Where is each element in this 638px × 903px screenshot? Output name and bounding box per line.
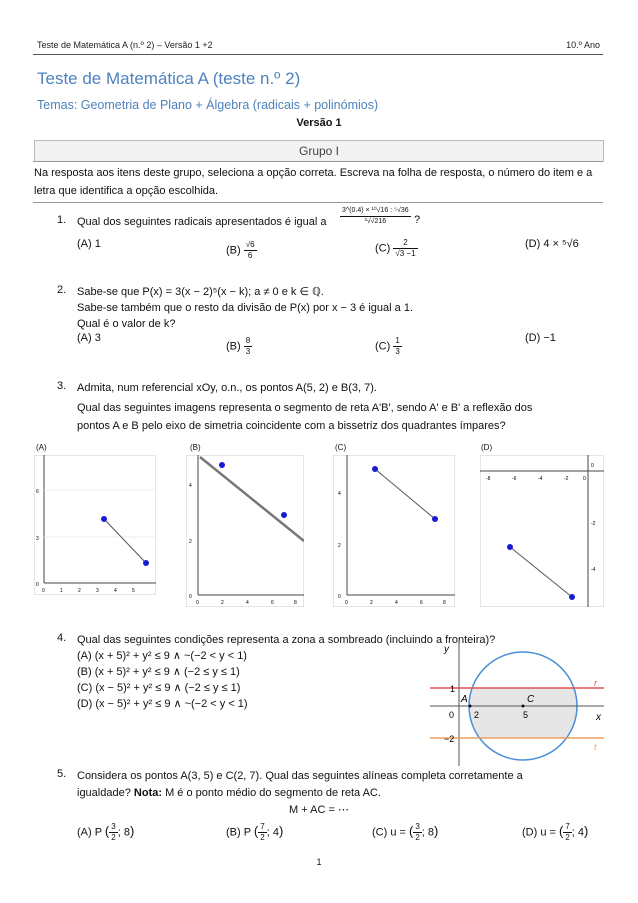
q1-qmark: ? bbox=[414, 214, 421, 226]
q1-option-b-den: 6 bbox=[247, 251, 253, 260]
graph-d-ytick: 0 bbox=[591, 463, 594, 469]
graph-a-xtick: 2 bbox=[78, 588, 81, 594]
q5-option-a-pre: (A) P bbox=[77, 826, 102, 839]
graph-c-point-2 bbox=[432, 516, 438, 522]
graph-b-ytick: 0 bbox=[189, 594, 192, 600]
q5-line2-pre: igualdade? bbox=[77, 787, 131, 799]
instructions: Na resposta aos itens deste grupo, seleciona a opção correta. Escreva na folha de resposta, o número do item e a letra que identifica a opção escolhida. bbox=[34, 167, 593, 197]
q4-label-zero: 0 bbox=[449, 710, 455, 720]
q5-option-d-pre: (D) u = bbox=[522, 826, 556, 839]
graph-c-xtick: 0 bbox=[345, 600, 348, 606]
q4-label-r: r bbox=[594, 678, 597, 688]
q3-graph-d bbox=[480, 455, 604, 607]
graph-b-ytick: 4 bbox=[189, 483, 192, 489]
group-rule bbox=[33, 161, 603, 162]
q5-line2 bbox=[77, 785, 381, 801]
header-left: Teste de Matemática A (n.º 2) – Versão 1 +2 bbox=[37, 40, 213, 50]
q1-text: Qual dos seguintes radicais apresentados é igual a bbox=[77, 216, 327, 228]
header-rule bbox=[33, 54, 603, 55]
q5-equation: M + AC = ⋯ bbox=[289, 804, 349, 816]
graph-d-xtick: -2 bbox=[564, 476, 569, 482]
q3-fig-label-a: (A) bbox=[36, 443, 47, 452]
q1-expression bbox=[340, 206, 411, 227]
version-label: Versão 1 bbox=[296, 117, 342, 129]
graph-d-xtick: -6 bbox=[512, 476, 517, 482]
q1-option-c[interactable] bbox=[375, 238, 418, 259]
q2-number: 2. bbox=[57, 284, 67, 296]
q5-option-c[interactable]: (C) u = ( $\frac{3}{2}$ ; 8) bbox=[372, 822, 439, 842]
q2-option-b-num: 8 bbox=[245, 336, 251, 345]
q4-text: Qual das seguintes condições representa a zona a sombreado (incluindo a fronteira)? bbox=[77, 634, 496, 646]
q5-option-d-den: 2 bbox=[565, 833, 570, 842]
q5-line2-post: M é o ponto médio do segmento de reta AC. bbox=[165, 787, 381, 799]
graph-c-point-1 bbox=[372, 466, 378, 472]
q3-fig-label-d: (D) bbox=[481, 443, 493, 452]
q4-number: 4. bbox=[57, 632, 67, 644]
q2-option-c-den: 3 bbox=[395, 347, 400, 356]
q5-option-b-num: 7 bbox=[260, 822, 265, 831]
q4-point-c bbox=[522, 705, 525, 708]
graph-a-xtick: 5 bbox=[132, 588, 135, 594]
q3-line3: pontos A e B pelo eixo de simetria coincidente com a bissetriz dos quadrantes ímpares? bbox=[77, 420, 506, 432]
graph-d-xtick: 0 bbox=[583, 476, 586, 482]
graph-d-ytick: -4 bbox=[591, 567, 596, 573]
q1-number: 1. bbox=[57, 214, 67, 226]
q5-option-d-post: ; 4 bbox=[571, 826, 585, 839]
q4-label-x: x bbox=[596, 712, 601, 723]
q2-line3: Qual é o valor de k? bbox=[77, 318, 176, 330]
q2-option-c-num: 1 bbox=[395, 336, 400, 345]
graph-a-ytick: 6 bbox=[36, 489, 39, 495]
q1-option-b-num: √6 bbox=[245, 240, 255, 249]
q2-option-c[interactable] bbox=[375, 336, 402, 357]
graph-a-point-2 bbox=[143, 560, 149, 566]
q2-line1: Sabe-se que P(x) = 3(x − 2)⁵(x − k); a ≠ 0 e k ∈ ℚ. bbox=[77, 286, 324, 298]
q3-fig-label-c: (C) bbox=[335, 443, 347, 452]
q5-option-c-num: 3 bbox=[415, 822, 420, 831]
graph-c-xtick: 6 bbox=[420, 600, 423, 606]
q2-option-b[interactable] bbox=[226, 336, 252, 357]
q2-option-c-label: (C) bbox=[375, 340, 391, 353]
q3-graph-a bbox=[34, 455, 156, 595]
graph-c-ytick: 4 bbox=[338, 491, 341, 497]
q4-point-a bbox=[469, 705, 472, 708]
q5-note-label: Nota: bbox=[133, 787, 163, 799]
graph-d-ytick: -2 bbox=[591, 521, 596, 527]
graph-c-ytick: 0 bbox=[338, 594, 341, 600]
q1-option-c-den: √3 −1 bbox=[395, 249, 416, 258]
q5-option-d[interactable]: (D) u = ( $\frac{7}{2}$ ; 4) bbox=[522, 822, 589, 842]
graph-c-xtick: 4 bbox=[395, 600, 398, 606]
graph-a-ytick: 3 bbox=[36, 536, 39, 542]
q1-option-b-label: (B) bbox=[226, 244, 241, 257]
q5-line1: Considera os pontos A(3, 5) e C(2, 7). Qual das seguintes alíneas completa corretamente a bbox=[77, 770, 523, 782]
q2-option-b-label: (B) bbox=[226, 340, 241, 353]
q4-option-b[interactable]: (B) (x + 5)² + y² ≤ 9 ∧ (−2 ≤ y ≤ 1) bbox=[77, 666, 240, 678]
q4-label-two: 2 bbox=[474, 710, 480, 720]
graph-a-xtick: 4 bbox=[114, 588, 117, 594]
graph-b-xtick: 6 bbox=[271, 600, 274, 606]
q5-option-c-den: 2 bbox=[415, 833, 420, 842]
graph-b-point-1 bbox=[219, 462, 225, 468]
q5-number: 5. bbox=[57, 768, 67, 780]
page-subtitle: Temas: Geometria de Plano + Álgebra (radicais + polinómios) bbox=[37, 98, 379, 112]
graph-c-ytick: 2 bbox=[338, 543, 341, 549]
graph-a-ytick: 0 bbox=[36, 582, 39, 588]
q1-option-d[interactable]: (D) 4 × ⁵√6 bbox=[525, 238, 579, 250]
q4-label-y: y bbox=[444, 644, 449, 655]
q2-option-a[interactable]: (A) 3 bbox=[77, 332, 101, 344]
q1-expr-num: 3^(0.4) × ¹⁰√16 : ⁵√36 bbox=[340, 206, 411, 217]
graph-a-xtick: 1 bbox=[60, 588, 63, 594]
graph-a-point-1 bbox=[101, 516, 107, 522]
graph-c-xtick: 2 bbox=[370, 600, 373, 606]
page-number: 1 bbox=[316, 857, 322, 867]
q3-graph-c bbox=[333, 455, 455, 607]
q2-option-b-den: 3 bbox=[245, 347, 251, 356]
graph-b-ytick: 2 bbox=[189, 539, 192, 545]
graph-c-xtick: 8 bbox=[443, 600, 446, 606]
graph-d-xtick: -8 bbox=[486, 476, 491, 482]
graph-b-xtick: 2 bbox=[221, 600, 224, 606]
q5-option-b[interactable]: (B) P ( $\frac{7}{2}$ ; 4) bbox=[226, 822, 284, 842]
q5-option-a[interactable]: (A) P ( $\frac{3}{2}$ ; 8) bbox=[77, 822, 135, 842]
q4-label-t: t bbox=[594, 742, 597, 752]
graph-a-frame bbox=[34, 455, 156, 595]
q3-number: 3. bbox=[57, 380, 67, 392]
q4-option-c[interactable]: (C) (x − 5)² + y² ≤ 9 ∧ (−2 ≤ y ≤ 1) bbox=[77, 682, 241, 694]
group-title: Grupo I bbox=[298, 144, 340, 158]
q1-option-a[interactable]: (A) 1 bbox=[77, 238, 101, 250]
q4-figure bbox=[430, 640, 604, 766]
graph-a-xtick: 0 bbox=[42, 588, 45, 594]
q4-label-a: A bbox=[461, 694, 468, 705]
q5-option-c-post: ; 8 bbox=[421, 826, 435, 839]
q5-option-b-post: ; 4 bbox=[266, 826, 279, 839]
graph-b-xtick: 8 bbox=[294, 600, 297, 606]
q3-fig-label-b: (B) bbox=[190, 443, 201, 452]
graph-b-xtick: 4 bbox=[246, 600, 249, 606]
q5-option-d-num: 7 bbox=[565, 822, 570, 831]
q5-option-b-den: 2 bbox=[260, 833, 265, 842]
q1-option-c-num: 2 bbox=[393, 238, 417, 249]
q1-expr-den: ³√√216 bbox=[364, 218, 387, 225]
q5-option-a-num: 3 bbox=[111, 822, 116, 831]
graph-b-xtick: 0 bbox=[196, 600, 199, 606]
page-title: Teste de Matemática A (teste n.º 2) bbox=[37, 69, 301, 88]
graph-b-frame bbox=[186, 455, 304, 607]
q4-label-minus-two: −2 bbox=[444, 734, 455, 744]
group-banner bbox=[34, 140, 604, 162]
q4-option-d[interactable]: (D) (x − 5)² + y² ≤ 9 ∧ ~(−2 < y < 1) bbox=[77, 698, 248, 710]
graph-d-point-1 bbox=[507, 544, 513, 550]
graph-d-point-2 bbox=[569, 594, 575, 600]
q2-line2: Sabe-se também que o resto da divisão de P(x) por x − 3 é igual a 1. bbox=[77, 302, 413, 314]
q2-option-d[interactable]: (D) −1 bbox=[525, 332, 556, 344]
q3-graph-b bbox=[186, 455, 304, 607]
instructions-rule bbox=[33, 202, 603, 203]
q3-line2: Qual das seguintes imagens representa o segmento de reta A'B', sendo A' e B' a reflexão dos bbox=[77, 402, 533, 414]
q1-option-c-label: (C) bbox=[375, 242, 391, 255]
q3-line1: Admita, num referencial xOy, o.n., os pontos A(5, 2) e B(3, 7). bbox=[77, 382, 377, 394]
q4-label-one: 1 bbox=[450, 684, 456, 694]
q5-option-c-pre: (C) u = bbox=[372, 826, 406, 839]
graph-a-xtick: 3 bbox=[96, 588, 99, 594]
q4-option-a[interactable]: (A) (x + 5)² + y² ≤ 9 ∧ ~(−2 < y < 1) bbox=[77, 650, 247, 662]
header-right: 10.º Ano bbox=[566, 40, 600, 50]
graph-b-point-2 bbox=[281, 512, 287, 518]
q4-label-c: C bbox=[527, 694, 535, 705]
q5-option-b-pre: (B) P bbox=[226, 826, 251, 839]
q5-option-a-den: 2 bbox=[111, 833, 116, 842]
q1-option-b[interactable] bbox=[226, 240, 257, 261]
graph-d-xtick: -4 bbox=[538, 476, 543, 482]
graph-c-frame bbox=[333, 455, 455, 607]
q5-option-a-post: ; 8 bbox=[117, 826, 130, 839]
q4-label-five: 5 bbox=[523, 710, 529, 720]
